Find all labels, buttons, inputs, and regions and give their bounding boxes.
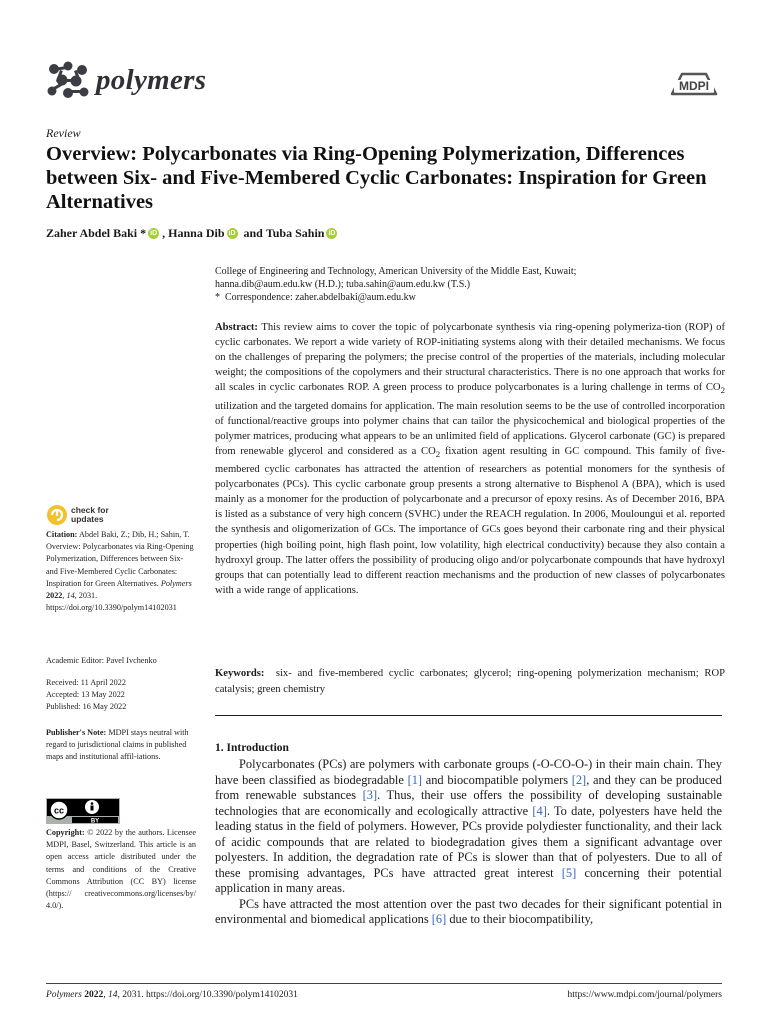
author-name: Zaher Abdel Baki * [46,226,147,240]
citation-label: Citation: [46,530,78,539]
dates-block [46,677,196,714]
article-type: Review [46,126,81,140]
orcid-icon[interactable]: iD [228,230,236,237]
abstract-text: This review aims to cover the topic of polycarbonate synthesis via ring-opening polymeriza-tion (ROP) of cyclic carbonates. We report a wide variety of ROP-initiating systems along with their detailed mechanisms. We focus on the challenges of preparing the polymers; the precise control of the properties of the materials, including molecular weight; the compositions of the copolymers and their structural characteristics. There is no one approach that works for all scales in cyclic carbonates ROP. A green process to produce polycarbonates is a luring challenge in terms of CO [215,322,725,394]
text: concerning their potential application in many areas. [215,865,722,895]
footer-volume: , 14 [103,990,118,1000]
footer-year: 2022 [81,990,104,1000]
citation-link[interactable]: [3] [362,788,378,802]
article-title: Overview: Polycarbonates via Ring-Opening Polymerization, Differences between Six- and Five-Membered Cyclic Carbonates: Inspiration for Green Alternatives [46,143,707,213]
footer-doi-link[interactable]: , 2031. https://doi.org/10.3390/polym14102031 [117,990,298,1000]
author-separator: , [162,226,169,240]
abstract-text: fixation agent resulting in GC compound. This family of five-membered cyclic carbonates has attracted the attention of researchers as potential monomers for the synthesis of polycarbonates (PCs). This cyclic carbonate group presents a strong alternative to Bisphenol A (BPA), which is used mainly as a monomer for the production of polycarbonate and a precursor of epoxy resins. As of December 2016, BPA is listed as a substance of very high concern (SVHC) under the REACH regulation. In 2006, Mouloungui et al. reported the synthesis and oligomerization of GCs. The importance of GCs goes beyond their carbonate ring and their physical properties (high boiling point, high flash point, low volatility, high electrical conductivity) because they also contain a hydroxyl group. The latter offers the possibility of producing oligo and/or polycarbonate compounds that have hydroxyl groups that can potentially lead to different reaction mechanisms and the production of new classes of polycarbonates with a wide range of applications. [215,445,725,596]
footer-citation [46,990,298,1000]
citation-link[interactable]: [6] [431,912,447,926]
author-name: Tuba Sahin [265,226,325,240]
citation-link[interactable]: [2] [571,772,587,787]
correspondence: * Correspondence: zaher.abdelbaki@aum.edu.kw [215,292,416,303]
citation-link[interactable]: [1] [407,772,423,787]
copyright-label: Copyright: [46,828,85,837]
affiliation-emails: hanna.dib@aum.edu.kw (H.D.); tuba.sahin@aum.edu.kw (T.S.) [215,279,471,290]
text: , and they can be produced from renewable substances [215,772,723,802]
mdpi-logo-icon[interactable] [668,68,720,100]
received-date: Received: 11 April 2022 [46,678,126,687]
published-date: Published: 16 May 2022 [46,702,127,712]
citation-journal: Polymers [160,578,192,588]
abstract [215,320,725,598]
academic-editor: Academic Editor: Pavel Ivchenko [46,656,157,665]
paragraph [215,897,722,928]
accepted-date: Accepted: 13 May 2022 [46,690,125,700]
text: . Thus, their use offers the possibility of developing sustainable technologies that are economically and ecologically attractive [215,788,723,818]
polymers-logo-icon [46,60,90,100]
author-list [46,226,340,241]
affiliation-line: College of Engineering and Technology, American University of the Middle East, Kuwait; [215,266,577,277]
copyright-block [46,827,196,912]
citation-year: 2022 [46,591,63,601]
keywords [215,666,728,697]
journal-logo[interactable] [46,60,206,100]
text: due to their biocompatibility, [446,912,594,926]
check-updates-icon [46,504,68,526]
orcid-icon[interactable]: iD [150,230,158,237]
introduction-body [215,757,722,928]
abstract-label: Abstract: [215,322,258,333]
section-divider [215,715,722,716]
citation-volume: , 14 [62,591,75,601]
check-label: check for [71,505,109,515]
citation-text: Abdel Baki, Z.; Dib, H.; Sahin, T. Overview: Polycarbonates via Ring-Opening Polymerization, Differences between Six- and Five-Membered Cyclic Carbonates: Inspiration for Green Alternatives. [46,530,194,588]
keywords-text: six- and five-membered cyclic carbonates; glycerol; ring-opening polymerization mechanism; ROP catalysis; green chemistry [215,668,728,695]
citation-doi[interactable]: , 2031. https://doi.org/10.3390/polym14102031 [46,591,177,613]
text: . To date, polyesters have held the leading status in the field of polymers. However, PCs provide polydiester functionality, and their lack of acidic compounds that are related to biodegradation gives them a significant advantage over polyesters. In addition, the degradation rate of PCs is slower than that of polyesters. Due to all of these promising advantages, PCs have attracted great interest [215,803,722,880]
citation-link[interactable]: [4] [532,803,547,818]
author-separator: and [240,226,266,240]
subscript: 2 [720,385,725,396]
license-badge-label: BY [90,818,100,824]
check-for-updates[interactable] [46,504,109,526]
footer-divider [46,983,722,984]
author-name: Hanna Dib [168,226,225,240]
text: and biocompatible polymers [422,772,572,787]
svg-text:cc: cc [53,805,65,816]
subscript: 2 [435,448,441,459]
journal-name: polymers [96,63,207,96]
keywords-label: Keywords: [215,668,265,679]
publisher-name: MDPI [679,79,709,93]
orcid-icon[interactable]: iD [328,230,336,237]
citation-block [46,529,196,614]
note-text: MDPI stays neutral with regard to jurisdictional claims in published maps and institutional affil-iations. [46,728,189,762]
publisher-note [46,727,196,764]
note-label: Publisher's Note: [46,728,107,737]
text: PCs have attracted the most attention over the past two decades for their significant potential in environmental and biomedical applications [215,896,722,926]
cc-by-license-icon[interactable] [46,798,120,824]
section-heading: 1. Introduction [215,742,289,754]
text: Polycarbonates (PCs) are polymers with carbonate groups (-O-CO-O-) in their main chain. They have been classified as biodegradable [215,757,722,787]
paragraph [215,757,722,897]
abstract-text: utilization and the targeted domains for application. The main resolution seems to be the use of controlled incorporation of functional/reactive groups into polymer chains that can tailor the physicochemical and biological properties of the polymer matrices, producing what appears to be an unlimited field of applications. Glycerol carbonate (GC) is prepared from renewable glycerol and considered as a CO [215,400,725,457]
affiliation [215,265,725,304]
check-label: updates [71,514,104,524]
citation-link[interactable]: [5] [561,865,577,880]
footer-journal-url[interactable]: https://www.mdpi.com/journal/polymers [567,990,722,1000]
footer-journal: Polymers [46,990,82,1000]
copyright-text: © 2022 by the authors. Licensee MDPI, Basel, Switzerland. This article is an open access article distributed under the terms and conditions of the Creative Commons Attribution (CC BY) license (https:// creativecommons.org/licenses/by/ 4.0/). [46,828,196,911]
